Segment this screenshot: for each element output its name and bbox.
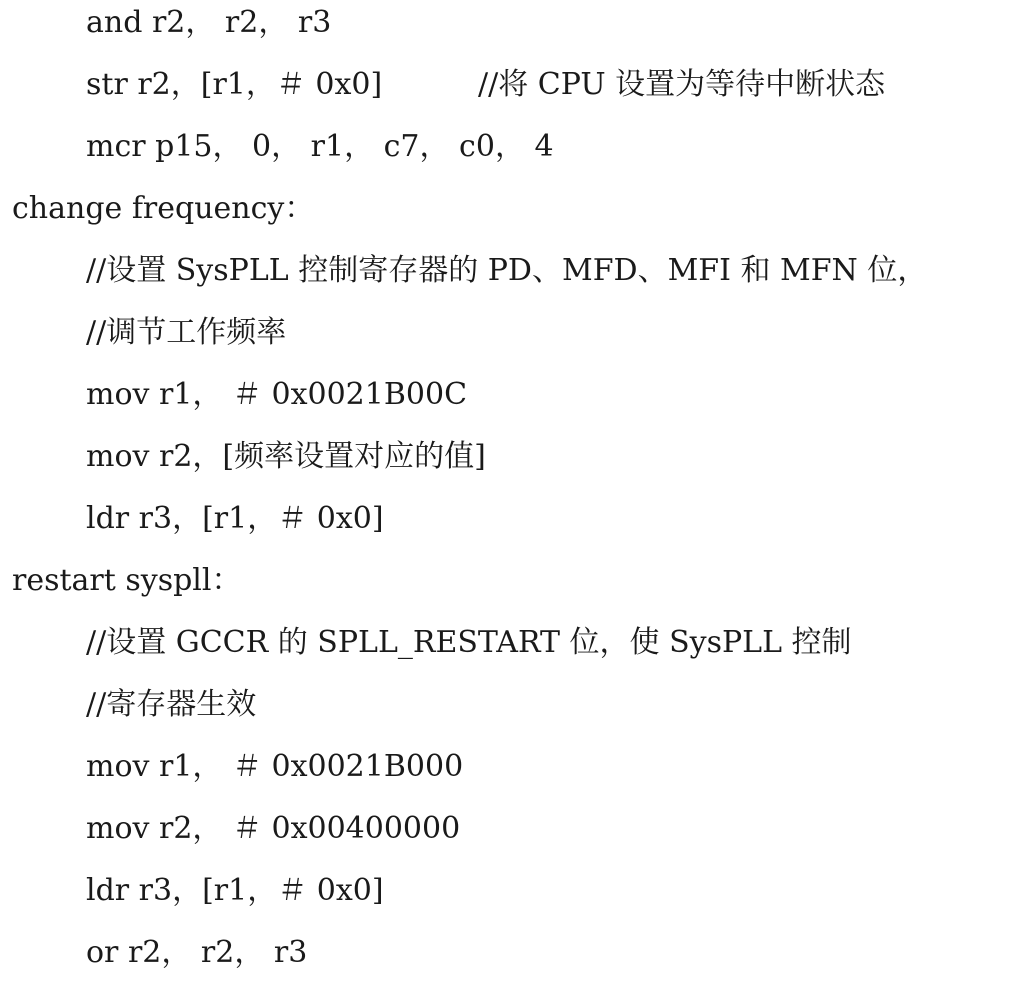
code-line-mov-r1-b00c: mov r1， ＃ 0x0021B00C [86, 377, 468, 412]
code-line-ldr-r3-b: ldr r3，[r1，＃ 0x0] [86, 873, 384, 908]
inline-comment-wait-interrupt: //将 CPU 设置为等待中断状态 [478, 67, 886, 102]
comment-line-register-effective: //寄存器生效 [86, 687, 257, 722]
code-line-mov-r2-400000: mov r2， ＃ 0x00400000 [86, 811, 461, 846]
code-line-and: and r2， r2， r3 [86, 5, 332, 40]
comment-line-gccr: //设置 GCCR 的 SPLL_RESTART 位，使 SysPLL 控制 [86, 625, 852, 660]
label-restart-syspll: restart syspll： [12, 563, 242, 598]
code-line-str: str r2，[r1，＃ 0x0] [86, 67, 383, 102]
comment-line-adjust-frequency: //调节工作频率 [86, 315, 287, 350]
code-line-mcr: mcr p15， 0， r1， c7， c0， 4 [86, 129, 554, 164]
comment-line-syspll-bits: //设置 SysPLL 控制寄存器的 PD、MFD、MFI 和 MFN 位， [86, 253, 928, 288]
label-change-frequency: change frequency： [12, 191, 315, 226]
code-line-mov-r1-b000: mov r1， ＃ 0x0021B000 [86, 749, 464, 784]
code-line-mov-r2-value: mov r2，[频率设置对应的值] [86, 439, 486, 474]
code-line-ldr-r3-a: ldr r3，[r1，＃ 0x0] [86, 501, 384, 536]
code-line-or: or r2， r2， r3 [86, 935, 308, 970]
